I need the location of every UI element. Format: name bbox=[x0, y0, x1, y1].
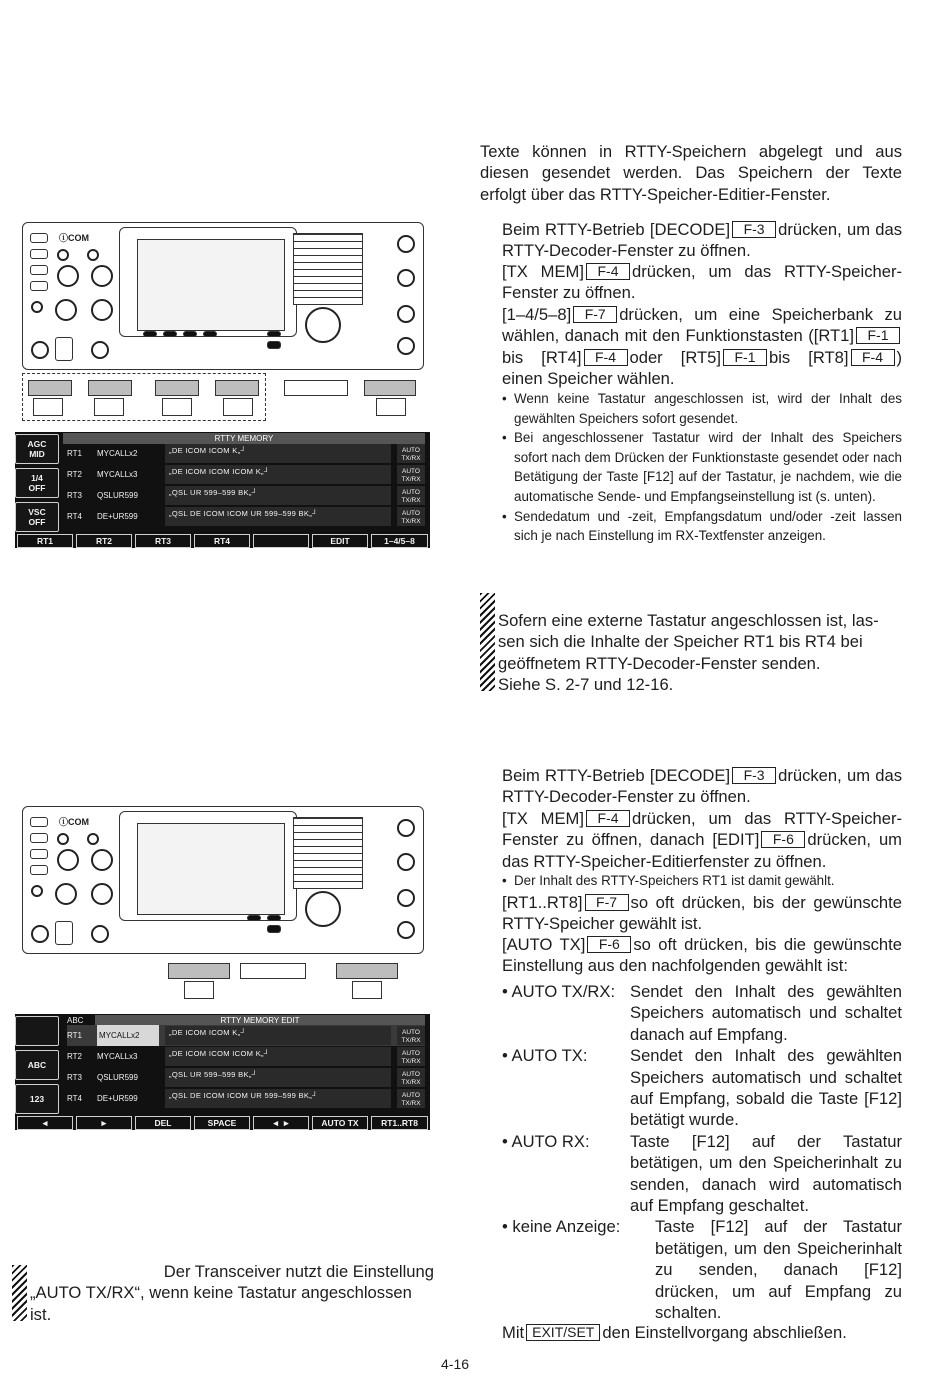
function-key-f7 bbox=[336, 963, 398, 979]
knob-icon bbox=[87, 833, 99, 845]
exit-set-key-label: EXIT/SET bbox=[526, 1324, 600, 1341]
function-key-f6 bbox=[284, 380, 348, 396]
fkey-rt4: RT4 bbox=[194, 534, 250, 548]
function-key-f2 bbox=[88, 380, 132, 396]
bottom-bullet: • Der Inhalt des RTTY-Speichers RT1 ist damit gewählt. bbox=[502, 871, 902, 891]
function-key-f7 bbox=[364, 380, 416, 396]
note-hatch-icon bbox=[480, 593, 495, 691]
radio-button bbox=[30, 233, 48, 243]
radio-button bbox=[30, 249, 48, 259]
fkey-shift: ◄ ► bbox=[253, 1116, 309, 1130]
fkey-auto-tx: AUTO TX bbox=[312, 1116, 368, 1130]
mode-item: • AUTO TX/RX: Sendet den Inhalt des gewählten Speichers automatisch und schaltet danach auf Empfang. bbox=[502, 982, 902, 1044]
memory-row-selected: RT1 MYCALLx2 „DE ICOM ICOM K„┘ AUTO TX/RX bbox=[67, 1025, 425, 1046]
f4-key-label: F-4 bbox=[584, 349, 628, 366]
memory-row: RT3 QSLUR599 „QSL UR 599–599 BK„┘ AUTO TX/RX bbox=[67, 1067, 425, 1088]
top-note: Sofern eine externe Tastatur angeschlossen ist, las- sen sich die Inhalte der Speicher RT1 bis RT4 bei geöffnetem RTTY-Decoder-Fenster senden. Siehe S. 2-7 und 12-16. bbox=[498, 611, 879, 695]
rtty-memory-edit-screen bbox=[15, 1014, 430, 1130]
bottom-step-1: Beim RTTY-Betrieb [DECODE] F-3 drücken, um das RTTY-Decoder-Fenster zu öffnen. bbox=[502, 766, 903, 807]
knob-icon bbox=[57, 849, 79, 871]
headphone-jack-icon bbox=[31, 925, 49, 943]
bullet-item: • Wenn keine Tastatur angeschlossen ist, wird der Inhalt des gewählten Speichers sofort gesendet. bbox=[502, 389, 902, 428]
f3-key-label: F-3 bbox=[732, 221, 776, 238]
input-mode-label: ABC bbox=[67, 1016, 84, 1025]
bottom-final-step: Mit EXIT/SET den Einstellvorgang abschließen. bbox=[502, 1323, 847, 1342]
radio-button bbox=[55, 337, 73, 361]
headphone-jack-icon bbox=[31, 341, 49, 359]
callout-box bbox=[184, 981, 214, 999]
knob-icon bbox=[91, 341, 109, 359]
bottom-step-4: [AUTO TX] F-6 so oft drücken, bis die gewünschte Einstellung aus den nachfolgenden gewählt ist: bbox=[502, 935, 902, 976]
fkey-empty bbox=[253, 534, 309, 548]
memory-row: RT4 DE+UR599 „QSL DE ICOM ICOM UR 599–599 BK„┘ AUTO TX/RX bbox=[67, 1088, 425, 1109]
icom-logo: ⓘCOM bbox=[59, 817, 89, 827]
radio-button bbox=[55, 921, 73, 945]
knob-icon bbox=[91, 925, 109, 943]
knob-icon bbox=[57, 265, 79, 287]
f7-key-label: F-7 bbox=[585, 894, 629, 911]
radio-button bbox=[30, 281, 48, 291]
callout-box bbox=[162, 398, 192, 416]
f1-key-label: F-1 bbox=[723, 349, 767, 366]
fkey-cursor-left: ◄ bbox=[17, 1116, 73, 1130]
f6-key-label: F-6 bbox=[761, 831, 805, 848]
knob-icon bbox=[55, 299, 77, 321]
callout-box bbox=[33, 398, 63, 416]
fkey-bank: 1–4/5–8 bbox=[371, 534, 428, 548]
knob-icon bbox=[397, 337, 415, 355]
radio-button bbox=[143, 331, 157, 337]
side-indicator bbox=[15, 1016, 59, 1046]
fkey-rt-select: RT1..RT8 bbox=[371, 1116, 428, 1130]
knob-icon bbox=[397, 305, 415, 323]
knob-icon bbox=[55, 883, 77, 905]
main-dial-icon bbox=[305, 891, 341, 927]
knob-icon bbox=[397, 921, 415, 939]
callout-box bbox=[94, 398, 124, 416]
callout-box bbox=[352, 981, 382, 999]
function-key-f6b bbox=[240, 963, 306, 979]
f6-key-label: F-6 bbox=[587, 936, 631, 953]
knob-icon bbox=[397, 819, 415, 837]
fkey-rt3: RT3 bbox=[135, 534, 191, 548]
radio-button bbox=[267, 341, 281, 349]
function-key-f1 bbox=[28, 380, 72, 396]
intro-paragraph: Texte können in RTTY-Speichern abgelegt und aus diesen gesendet werden. Das Speichern der Texte erfolgt über das RTTY-Speicher-Editier-Fenster. bbox=[480, 142, 902, 204]
knob-icon bbox=[397, 269, 415, 287]
mode-item: • AUTO TX: Sendet den Inhalt des gewählten Speichers automatisch und schaltet auf Empfang, sobald die Taste [F12] betätigt wurde. bbox=[502, 1046, 902, 1130]
f3-key-label: F-3 bbox=[732, 767, 776, 784]
bullet-item: • Sendedatum und -zeit, Empfangsdatum und/oder -zeit lassen sich je nach Einstellung im RX-Textfenster anzeigen. bbox=[502, 507, 902, 546]
memory-header: RTTY MEMORY bbox=[63, 433, 425, 444]
callout-box bbox=[223, 398, 253, 416]
knob-icon bbox=[91, 849, 113, 871]
knob-icon bbox=[91, 265, 113, 287]
radio-button bbox=[203, 331, 217, 337]
knob-icon bbox=[91, 883, 113, 905]
knob-icon bbox=[397, 853, 415, 871]
bottom-step-3: [RT1..RT8] F-7 so oft drücken, bis der gewünschte RTTY-Speicher gewählt ist. bbox=[502, 893, 902, 934]
f1-key-label: F-1 bbox=[856, 327, 900, 344]
num-indicator: 123 bbox=[15, 1084, 59, 1114]
knob-icon bbox=[57, 833, 69, 845]
fkey-del: DEL bbox=[135, 1116, 191, 1130]
bottom-step-2: [TX MEM] F-4 drücken, um das RTTY-Speicher-Fenster zu öffnen, danach [EDIT] F-6 drücken, um das RTTY-Speicher-Editierfenster zu öffnen. bbox=[502, 809, 903, 871]
icom-logo: ⓘCOM bbox=[59, 233, 89, 243]
knob-icon bbox=[31, 301, 43, 313]
rtty-memory-screen bbox=[15, 432, 430, 548]
knob-icon bbox=[397, 235, 415, 253]
radio-button bbox=[30, 817, 48, 827]
transceiver-illustration-top bbox=[22, 222, 424, 370]
top-bullet-list bbox=[502, 389, 902, 546]
memory-row: RT4 DE+UR599 „QSL DE ICOM ICOM UR 599–599 BK„┘ AUTO TX/RX bbox=[67, 506, 425, 527]
radio-button bbox=[30, 849, 48, 859]
function-key-f3 bbox=[155, 380, 199, 396]
memory-row: RT3 QSLUR599 „QSL UR 599–599 BK„┘ AUTO TX/RX bbox=[67, 485, 425, 506]
bottom-note: Der Transceiver nutzt die Einstellung „AUTO TX/RX“, wenn keine Tastatur angeschlossen ist. bbox=[30, 1262, 434, 1324]
callout-box bbox=[376, 398, 406, 416]
fkey-edit: EDIT bbox=[312, 534, 368, 548]
radio-button bbox=[30, 833, 48, 843]
function-key-f6 bbox=[168, 963, 230, 979]
top-step-2: [TX MEM] F-4 drücken, um das RTTY-Speicher-Fenster zu öffnen. bbox=[502, 262, 903, 303]
mode-item: • AUTO RX: Taste [F12] auf der Tastatur betätigen, um den Speicherinhalt zu senden, danach wird automatisch auf Empfang geschaltet. bbox=[502, 1131, 902, 1216]
bullet-item: • Bei angeschlossener Tastatur wird der Inhalt des Speichers sofort nach dem Drücken der Funktionstaste gesendet oder nach Betätigung der Taste [F12] auf der Tastatur, je nachdem, wie die automatische Sende- und Empfangseinstellung ist (s. unten). bbox=[502, 428, 902, 506]
f7-key-label: F-7 bbox=[573, 306, 617, 323]
knob-icon bbox=[87, 249, 99, 261]
top-step-3: [1–4/5–8] F-7 drücken, um eine Speicherbank zu wählen, danach mit den Funktionstasten ([RT1] F-1bis [RT4] F-4 oder [RT5] F-1 bis [RT8] F-4 ) einen Speicher wählen. bbox=[502, 305, 903, 389]
radio-button bbox=[267, 915, 281, 921]
memory-row: RT1 MYCALLx2 „DE ICOM ICOM K„┘ AUTO TX/RX bbox=[67, 443, 425, 464]
top-step-1: Beim RTTY-Betrieb [DECODE] F-3 drücken, um das RTTY-Decoder-Fenster zu öffnen. bbox=[502, 220, 903, 261]
radio-button bbox=[30, 265, 48, 275]
fkey-space: SPACE bbox=[194, 1116, 250, 1130]
f4-key-label: F-4 bbox=[586, 263, 630, 280]
fkey-rt1: RT1 bbox=[17, 534, 73, 548]
f4-key-label: F-4 bbox=[586, 810, 630, 827]
radio-button bbox=[30, 865, 48, 875]
main-dial-icon bbox=[305, 307, 341, 343]
transceiver-illustration-bottom bbox=[22, 806, 424, 954]
function-key-f4 bbox=[215, 380, 259, 396]
mode-item: • keine Anzeige: Taste [F12] auf der Tastatur betätigen, um den Speicherinhalt zu senden, danach [F12] drücken, um auf Empfang zu schalten. bbox=[502, 1217, 902, 1323]
knob-icon bbox=[91, 299, 113, 321]
auto-mode-list bbox=[502, 981, 902, 1324]
quarter-indicator: 1/4 OFF bbox=[15, 468, 59, 498]
radio-display bbox=[137, 823, 285, 915]
f4-key-label: F-4 bbox=[851, 349, 895, 366]
radio-button bbox=[163, 331, 177, 337]
knob-icon bbox=[397, 889, 415, 907]
radio-button bbox=[267, 925, 281, 933]
radio-button bbox=[267, 331, 281, 337]
memory-row: RT2 MYCALLx3 „DE ICOM ICOM ICOM K„┘ AUTO TX/RX bbox=[67, 464, 425, 485]
vsc-indicator: VSC OFF bbox=[15, 502, 59, 532]
knob-icon bbox=[57, 249, 69, 261]
fkey-rt2: RT2 bbox=[76, 534, 132, 548]
radio-button bbox=[247, 915, 261, 921]
knob-icon bbox=[31, 885, 43, 897]
radio-button bbox=[183, 331, 197, 337]
agc-indicator: AGC MID bbox=[15, 434, 59, 464]
memory-row: RT2 MYCALLx3 „DE ICOM ICOM ICOM K„┘ AUTO TX/RX bbox=[67, 1046, 425, 1067]
memory-edit-header: RTTY MEMORY EDIT bbox=[95, 1015, 425, 1026]
page-number: 4-16 bbox=[441, 1356, 470, 1372]
radio-display bbox=[137, 239, 285, 331]
fkey-cursor-right: ► bbox=[76, 1116, 132, 1130]
abc-indicator: ABC bbox=[15, 1050, 59, 1080]
note-hatch-icon bbox=[12, 1265, 27, 1321]
